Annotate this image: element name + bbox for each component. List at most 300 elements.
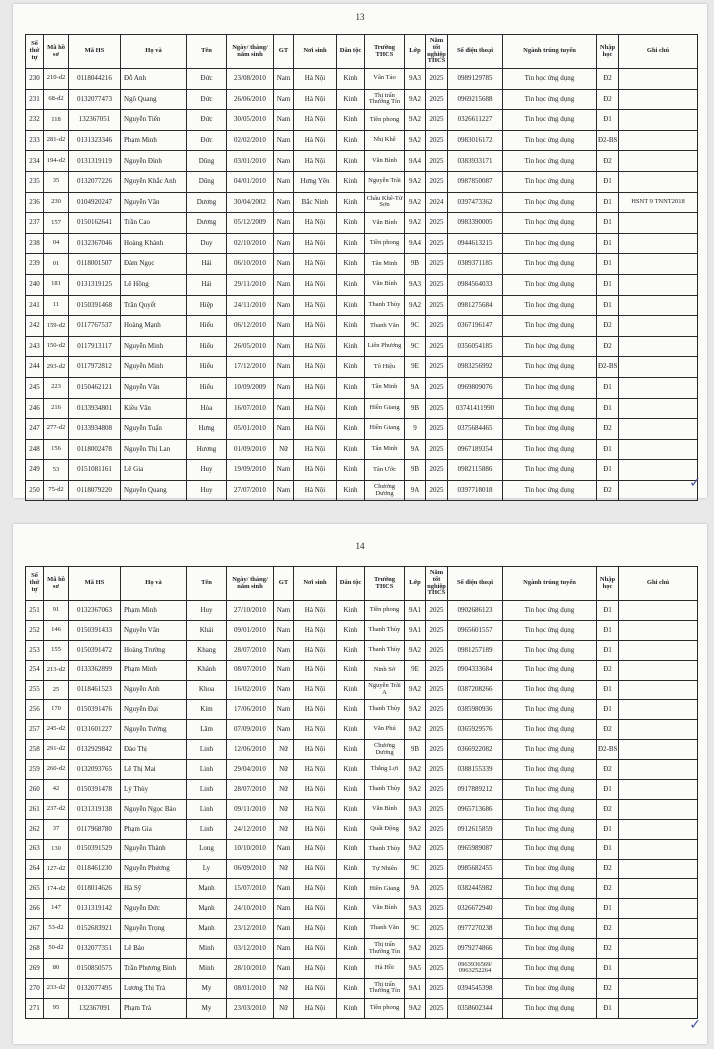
cell-gt: Nam xyxy=(274,274,294,295)
cell-nhap-hoc: Đ2 xyxy=(597,69,619,90)
cell-nhap-hoc: Đ1 xyxy=(597,959,619,979)
cell-sdt: 0375684465 xyxy=(448,419,503,440)
cell-noi-sinh: Hà Nội xyxy=(294,859,337,879)
cell-ten: Huy xyxy=(187,601,227,621)
cell-gt: Nữ xyxy=(274,978,294,998)
header-nhap-hoc: Nhập học xyxy=(597,567,619,601)
cell-nganh: Tin học ứng dụng xyxy=(503,799,597,819)
cell-nganh: Tin học ứng dụng xyxy=(503,69,597,90)
cell-ho-va: Nguyễn Khắc Anh xyxy=(121,171,187,192)
cell-lop: 9A2 xyxy=(405,295,426,316)
cell-gt: Nữ xyxy=(274,740,294,760)
cell-noi-sinh: Hưng Yên xyxy=(294,171,337,192)
header-nam-tot-nghiep: Năm tốt nghiệp THCS xyxy=(426,35,448,69)
header-ghi-chu: Ghi chú xyxy=(619,35,698,69)
cell-truong: Tân Minh xyxy=(365,377,405,398)
cell-dan-toc: Kinh xyxy=(337,274,365,295)
header-dan-toc: Dân tộc xyxy=(337,567,365,601)
cell-sdt: 0967189354 xyxy=(448,439,503,460)
cell-truong: Châu Khê-Từ Sơn xyxy=(365,192,405,213)
cell-stt: 245 xyxy=(26,377,44,398)
cell-ghi-chu xyxy=(619,69,698,90)
table-row xyxy=(26,295,698,316)
cell-ho-va: Phạm Minh xyxy=(121,601,187,621)
cell-noi-sinh: Hà Nội xyxy=(294,151,337,172)
cell-ghi-chu xyxy=(619,336,698,357)
cell-lop: 9A2 xyxy=(405,192,426,213)
cell-nhap-hoc: Đ2 xyxy=(597,660,619,680)
cell-sdt: 0983016172 xyxy=(448,130,503,151)
cell-ma-ho-so: 194-d2 xyxy=(44,151,69,172)
cell-lop: 9A xyxy=(405,377,426,398)
cell-ho-va: Nguyễn Minh xyxy=(121,336,187,357)
cell-ma-ho-so: 75-d2 xyxy=(44,480,69,501)
cell-nhap-hoc: Đ1 xyxy=(597,899,619,919)
cell-nam-tot-nghiep: 2025 xyxy=(426,274,448,295)
cell-ngay-sinh: 24/11/2010 xyxy=(227,295,274,316)
cell-nhap-hoc: Đ2 xyxy=(597,480,619,501)
cell-nganh: Tin học ứng dụng xyxy=(503,601,597,621)
cell-ma-hs: 0118461523 xyxy=(69,680,121,700)
cell-nam-tot-nghiep: 2025 xyxy=(426,660,448,680)
table-row xyxy=(26,720,698,740)
cell-nhap-hoc: Đ2-BS xyxy=(597,357,619,378)
cell-ghi-chu xyxy=(619,978,698,998)
cell-gt: Nam xyxy=(274,295,294,316)
cell-dan-toc: Kinh xyxy=(337,213,365,234)
cell-ten: My xyxy=(187,978,227,998)
table-row xyxy=(26,660,698,680)
cell-ma-ho-so: 277-d2 xyxy=(44,419,69,440)
cell-dan-toc: Kinh xyxy=(337,780,365,800)
cell-sdt: 0912615859 xyxy=(448,819,503,839)
cell-sdt: 0969215688 xyxy=(448,89,503,110)
cell-ma-ho-so: 293-d2 xyxy=(44,357,69,378)
cell-ngay-sinh: 23/12/2010 xyxy=(227,919,274,939)
cell-noi-sinh: Hà Nội xyxy=(294,799,337,819)
cell-ma-ho-so: 245-d2 xyxy=(44,720,69,740)
cell-dan-toc: Kinh xyxy=(337,760,365,780)
cell-nam-tot-nghiep: 2025 xyxy=(426,720,448,740)
cell-gt: Nam xyxy=(274,316,294,337)
cell-noi-sinh: Hà Nội xyxy=(294,620,337,640)
cell-gt: Nam xyxy=(274,480,294,501)
cell-gt: Nam xyxy=(274,69,294,90)
cell-ma-ho-so: 95 xyxy=(44,998,69,1018)
cell-stt: 261 xyxy=(26,799,44,819)
cell-nam-tot-nghiep: 2025 xyxy=(426,978,448,998)
cell-lop: 9A1 xyxy=(405,620,426,640)
cell-nam-tot-nghiep: 2025 xyxy=(426,740,448,760)
cell-nam-tot-nghiep: 2025 xyxy=(426,799,448,819)
cell-nganh: Tin học ứng dụng xyxy=(503,740,597,760)
cell-nam-tot-nghiep: 2025 xyxy=(426,233,448,254)
cell-nam-tot-nghiep: 2025 xyxy=(426,939,448,959)
cell-dan-toc: Kinh xyxy=(337,480,365,501)
cell-nganh: Tin học ứng dụng xyxy=(503,171,597,192)
cell-nam-tot-nghiep: 2025 xyxy=(426,213,448,234)
cell-ngay-sinh: 08/01/2010 xyxy=(227,978,274,998)
cell-stt: 237 xyxy=(26,213,44,234)
cell-ghi-chu xyxy=(619,700,698,720)
cell-ho-va: Trần Quyết xyxy=(121,295,187,316)
table-row xyxy=(26,377,698,398)
cell-ten: Đức xyxy=(187,130,227,151)
cell-ho-va: Hoàng Mạnh xyxy=(121,316,187,337)
cell-ngay-sinh: 06/12/2010 xyxy=(227,316,274,337)
cell-stt: 266 xyxy=(26,899,44,919)
cell-ma-hs: 0132077226 xyxy=(69,171,121,192)
cell-stt: 247 xyxy=(26,419,44,440)
cell-ho-va: Hoàng Khánh xyxy=(121,233,187,254)
cell-ho-va: Nguyễn Anh xyxy=(121,680,187,700)
cell-noi-sinh: Hà Nội xyxy=(294,357,337,378)
header-stt: Số thứ tự xyxy=(26,35,44,69)
cell-ghi-chu xyxy=(619,439,698,460)
cell-stt: 235 xyxy=(26,171,44,192)
cell-dan-toc: Kinh xyxy=(337,740,365,760)
header-ma-ho-so: Mã hồ sơ xyxy=(44,35,69,69)
cell-sdt: 0987850087 xyxy=(448,171,503,192)
cell-gt: Nam xyxy=(274,233,294,254)
page-number: 13 xyxy=(355,12,365,22)
cell-nhap-hoc: Đ2 xyxy=(597,939,619,959)
cell-noi-sinh: Hà Nội xyxy=(294,419,337,440)
cell-dan-toc: Kinh xyxy=(337,398,365,419)
cell-ten: Lâm xyxy=(187,720,227,740)
cell-dan-toc: Kinh xyxy=(337,660,365,680)
table-row xyxy=(26,919,698,939)
cell-ngay-sinh: 08/07/2010 xyxy=(227,660,274,680)
table-row xyxy=(26,110,698,131)
cell-nganh: Tin học ứng dụng xyxy=(503,336,597,357)
cell-ten: Hiếu xyxy=(187,357,227,378)
header-sdt: Số điện thoại xyxy=(448,35,503,69)
cell-ma-ho-so: 230 xyxy=(44,192,69,213)
cell-truong: Thắng Lợi xyxy=(365,760,405,780)
cell-ma-ho-so: 68-d2 xyxy=(44,89,69,110)
table-row xyxy=(26,439,698,460)
header-nhap-hoc: Nhập học xyxy=(597,35,619,69)
cell-nhap-hoc: Đ1 xyxy=(597,700,619,720)
cell-ghi-chu xyxy=(619,620,698,640)
cell-sdt: 0965601557 xyxy=(448,620,503,640)
cell-ngay-sinh: 17/12/2010 xyxy=(227,357,274,378)
cell-nam-tot-nghiep: 2025 xyxy=(426,130,448,151)
cell-ngay-sinh: 17/06/2010 xyxy=(227,700,274,720)
cell-nganh: Tin học ứng dụng xyxy=(503,480,597,501)
header-lop: Lớp xyxy=(405,35,426,69)
cell-ghi-chu xyxy=(619,171,698,192)
cell-ma-hs: 0118002478 xyxy=(69,439,121,460)
cell-nhap-hoc: Đ2 xyxy=(597,151,619,172)
header-row xyxy=(26,567,698,601)
cell-nhap-hoc: Đ2 xyxy=(597,336,619,357)
cell-truong: Thanh Thùy xyxy=(365,640,405,660)
cell-stt: 260 xyxy=(26,780,44,800)
cell-ghi-chu xyxy=(619,110,698,131)
cell-ma-hs: 0132093765 xyxy=(69,760,121,780)
signature-mark: ✓ xyxy=(689,476,701,491)
cell-ma-hs: 0131601227 xyxy=(69,720,121,740)
cell-ma-hs: 0131319138 xyxy=(69,799,121,819)
cell-truong: Văn Bình xyxy=(365,899,405,919)
cell-ma-ho-so: 281-d2 xyxy=(44,130,69,151)
cell-ho-va: Nguyễn Đình xyxy=(121,151,187,172)
document-page-14 xyxy=(13,524,707,1044)
cell-stt: 256 xyxy=(26,700,44,720)
cell-ma-ho-so: 237-d2 xyxy=(44,799,69,819)
cell-gt: Nam xyxy=(274,377,294,398)
cell-sdt: 0983390005 xyxy=(448,213,503,234)
cell-ma-hs: 0152683921 xyxy=(69,919,121,939)
cell-lop: 9A2 xyxy=(405,700,426,720)
cell-ho-va: Lý Thùy xyxy=(121,780,187,800)
cell-nganh: Tin học ứng dụng xyxy=(503,839,597,859)
cell-ho-va: Lê Thị Mai xyxy=(121,760,187,780)
cell-gt: Nam xyxy=(274,357,294,378)
cell-nhap-hoc: Đ1 xyxy=(597,620,619,640)
cell-nganh: Tin học ứng dụng xyxy=(503,316,597,337)
cell-stt: 246 xyxy=(26,398,44,419)
cell-ghi-chu xyxy=(619,357,698,378)
cell-sdt: 0984564033 xyxy=(448,274,503,295)
header-ghi-chu: Ghi chú xyxy=(619,567,698,601)
table-row xyxy=(26,151,698,172)
cell-ma-ho-so: 213-d2 xyxy=(44,660,69,680)
cell-nganh: Tin học ứng dụng xyxy=(503,89,597,110)
cell-gt: Nam xyxy=(274,171,294,192)
cell-sdt: 0385980936 xyxy=(448,700,503,720)
cell-nhap-hoc: Đ1 xyxy=(597,640,619,660)
cell-lop: 9A2 xyxy=(405,110,426,131)
cell-ma-ho-so: 53-d2 xyxy=(44,919,69,939)
cell-noi-sinh: Hà Nội xyxy=(294,398,337,419)
cell-ma-ho-so: 233-d2 xyxy=(44,978,69,998)
cell-ghi-chu xyxy=(619,740,698,760)
cell-ten: Dương xyxy=(187,192,227,213)
cell-truong: Tân Ước xyxy=(365,460,405,481)
table-row xyxy=(26,839,698,859)
cell-ghi-chu xyxy=(619,720,698,740)
cell-dan-toc: Kinh xyxy=(337,89,365,110)
cell-nam-tot-nghiep: 2025 xyxy=(426,110,448,131)
cell-noi-sinh: Hà Nội xyxy=(294,233,337,254)
header-ma-ho-so: Mã hồ sơ xyxy=(44,567,69,601)
cell-sdt: 0985682455 xyxy=(448,859,503,879)
cell-noi-sinh: Hà Nội xyxy=(294,660,337,680)
table-row xyxy=(26,460,698,481)
cell-ghi-chu xyxy=(619,780,698,800)
cell-gt: Nam xyxy=(274,398,294,419)
cell-nhap-hoc: Đ2 xyxy=(597,316,619,337)
cell-ghi-chu xyxy=(619,939,698,959)
cell-ten: Linh xyxy=(187,819,227,839)
cell-ma-hs: 0118461230 xyxy=(69,859,121,879)
cell-gt: Nam xyxy=(274,939,294,959)
cell-noi-sinh: Hà Nội xyxy=(294,978,337,998)
cell-truong: Hiền Giang xyxy=(365,419,405,440)
cell-ma-ho-so: 291-d2 xyxy=(44,740,69,760)
cell-noi-sinh: Hà Nội xyxy=(294,130,337,151)
cell-sdt: 0989129785 xyxy=(448,69,503,90)
cell-noi-sinh: Hà Nội xyxy=(294,899,337,919)
cell-ho-va: Nguyễn Tường xyxy=(121,720,187,740)
cell-nganh: Tin học ứng dụng xyxy=(503,192,597,213)
cell-lop: 9B xyxy=(405,254,426,275)
cell-nhap-hoc: Đ1 xyxy=(597,998,619,1018)
cell-nganh: Tin học ứng dụng xyxy=(503,274,597,295)
cell-ghi-chu xyxy=(619,213,698,234)
cell-gt: Nam xyxy=(274,899,294,919)
cell-dan-toc: Kinh xyxy=(337,192,365,213)
cell-ghi-chu: HSNT 9 TNNT2018 xyxy=(619,192,698,213)
cell-lop: 9A3 xyxy=(405,69,426,90)
cell-ngay-sinh: 05/01/2010 xyxy=(227,419,274,440)
cell-nam-tot-nghiep: 2025 xyxy=(426,760,448,780)
cell-truong: Văn Bình xyxy=(365,151,405,172)
cell-nam-tot-nghiep: 2025 xyxy=(426,69,448,90)
cell-ten: Khánh xyxy=(187,660,227,680)
cell-ma-ho-so: 150-d2 xyxy=(44,336,69,357)
cell-nganh: Tin học ứng dụng xyxy=(503,899,597,919)
cell-stt: 243 xyxy=(26,336,44,357)
cell-sdt: 0394545398 xyxy=(448,978,503,998)
cell-ngay-sinh: 03/12/2010 xyxy=(227,939,274,959)
cell-ten: Hương xyxy=(187,439,227,460)
cell-ho-va: Phạm Gia xyxy=(121,819,187,839)
cell-nganh: Tin học ứng dụng xyxy=(503,780,597,800)
cell-ma-ho-so: 260-d2 xyxy=(44,760,69,780)
cell-truong: Thanh Thùy xyxy=(365,700,405,720)
cell-ngay-sinh: 19/09/2010 xyxy=(227,460,274,481)
cell-ghi-chu xyxy=(619,89,698,110)
cell-ma-hs: 0132367063 xyxy=(69,601,121,621)
cell-ngay-sinh: 29/11/2010 xyxy=(227,274,274,295)
student-table xyxy=(25,34,698,501)
cell-ma-ho-so: 223 xyxy=(44,377,69,398)
cell-ngay-sinh: 02/02/2010 xyxy=(227,130,274,151)
cell-ten: Mạnh xyxy=(187,879,227,899)
cell-ma-hs: 0133362899 xyxy=(69,660,121,680)
cell-ho-va: Trần Phương Bình xyxy=(121,959,187,979)
cell-dan-toc: Kinh xyxy=(337,680,365,700)
cell-sdt: 0326611227 xyxy=(448,110,503,131)
cell-ma-hs: 0151081161 xyxy=(69,460,121,481)
cell-dan-toc: Kinh xyxy=(337,171,365,192)
cell-gt: Nam xyxy=(274,680,294,700)
cell-gt: Nam xyxy=(274,720,294,740)
cell-ho-va: Hà Sỹ xyxy=(121,879,187,899)
table-row xyxy=(26,799,698,819)
cell-truong: Văn Phú xyxy=(365,720,405,740)
cell-nganh: Tin học ứng dụng xyxy=(503,620,597,640)
cell-ma-ho-so: 25 xyxy=(44,680,69,700)
cell-ho-va: Lê Hồng xyxy=(121,274,187,295)
cell-gt: Nữ xyxy=(274,439,294,460)
cell-ma-hs: 0132077351 xyxy=(69,939,121,959)
cell-ma-hs: 0117968780 xyxy=(69,819,121,839)
cell-ghi-chu xyxy=(619,879,698,899)
cell-lop: 9C xyxy=(405,859,426,879)
cell-noi-sinh: Hà Nội xyxy=(294,720,337,740)
cell-nhap-hoc: Đ2 xyxy=(597,978,619,998)
cell-ma-ho-so: 01 xyxy=(44,254,69,275)
cell-truong: Văn Bình xyxy=(365,213,405,234)
cell-sdt: 0969809076 xyxy=(448,377,503,398)
cell-sdt: 0367196147 xyxy=(448,316,503,337)
cell-stt: 264 xyxy=(26,859,44,879)
cell-stt: 236 xyxy=(26,192,44,213)
table-row xyxy=(26,819,698,839)
cell-ten: Huy xyxy=(187,460,227,481)
cell-ho-va: Kiều Văn xyxy=(121,398,187,419)
cell-nhap-hoc: Đ2 xyxy=(597,760,619,780)
cell-nhap-hoc: Đ1 xyxy=(597,819,619,839)
cell-ngay-sinh: 16/02/2010 xyxy=(227,680,274,700)
cell-ho-va: Lê Bảo xyxy=(121,939,187,959)
cell-gt: Nam xyxy=(274,919,294,939)
cell-stt: 238 xyxy=(26,233,44,254)
cell-ma-ho-so: 53 xyxy=(44,460,69,481)
cell-ho-va: Nguyễn Ngọc Bảo xyxy=(121,799,187,819)
cell-noi-sinh: Hà Nội xyxy=(294,316,337,337)
cell-nhap-hoc: Đ2 xyxy=(597,879,619,899)
cell-ma-ho-so: 42 xyxy=(44,780,69,800)
header-ngay-sinh: Ngày/ tháng/ năm sinh xyxy=(227,35,274,69)
cell-ngay-sinh: 09/01/2010 xyxy=(227,620,274,640)
page-number: 14 xyxy=(355,541,365,551)
cell-ghi-chu xyxy=(619,959,698,979)
cell-dan-toc: Kinh xyxy=(337,130,365,151)
cell-ngay-sinh: 01/09/2010 xyxy=(227,439,274,460)
cell-stt: 252 xyxy=(26,620,44,640)
cell-noi-sinh: Hà Nội xyxy=(294,939,337,959)
cell-nganh: Tin học ứng dụng xyxy=(503,660,597,680)
cell-noi-sinh: Hà Nội xyxy=(294,839,337,859)
cell-ten: Mạnh xyxy=(187,899,227,919)
cell-nam-tot-nghiep: 2025 xyxy=(426,254,448,275)
cell-lop: 9A2 xyxy=(405,130,426,151)
cell-ho-va: Nguyễn Trọng xyxy=(121,919,187,939)
cell-ngay-sinh: 23/03/2010 xyxy=(227,998,274,1018)
header-ho-va: Họ và xyxy=(121,35,187,69)
cell-truong: Thị trấn Thường Tín xyxy=(365,939,405,959)
cell-gt: Nam xyxy=(274,839,294,859)
cell-gt: Nam xyxy=(274,89,294,110)
cell-truong: Thị trấn Thường Tín xyxy=(365,89,405,110)
cell-stt: 254 xyxy=(26,660,44,680)
header-ngay-sinh: Ngày/ tháng/ năm sinh xyxy=(227,567,274,601)
cell-lop: 9C xyxy=(405,336,426,357)
cell-ghi-chu xyxy=(619,233,698,254)
cell-noi-sinh: Hà Nội xyxy=(294,959,337,979)
cell-dan-toc: Kinh xyxy=(337,460,365,481)
cell-gt: Nam xyxy=(274,213,294,234)
cell-stt: 250 xyxy=(26,480,44,501)
cell-lop: 9A4 xyxy=(405,151,426,172)
cell-nhap-hoc: Đ1 xyxy=(597,274,619,295)
cell-nam-tot-nghiep: 2025 xyxy=(426,919,448,939)
cell-ten: Hòa xyxy=(187,398,227,419)
cell-ten: Khoa xyxy=(187,680,227,700)
cell-ma-ho-so: 181 xyxy=(44,274,69,295)
cell-ten: Linh xyxy=(187,740,227,760)
cell-ngay-sinh: 30/04/2002 xyxy=(227,192,274,213)
cell-ma-hs: 0117767537 xyxy=(69,316,121,337)
cell-noi-sinh: Hà Nội xyxy=(294,879,337,899)
cell-sdt: 0383933171 xyxy=(448,151,503,172)
